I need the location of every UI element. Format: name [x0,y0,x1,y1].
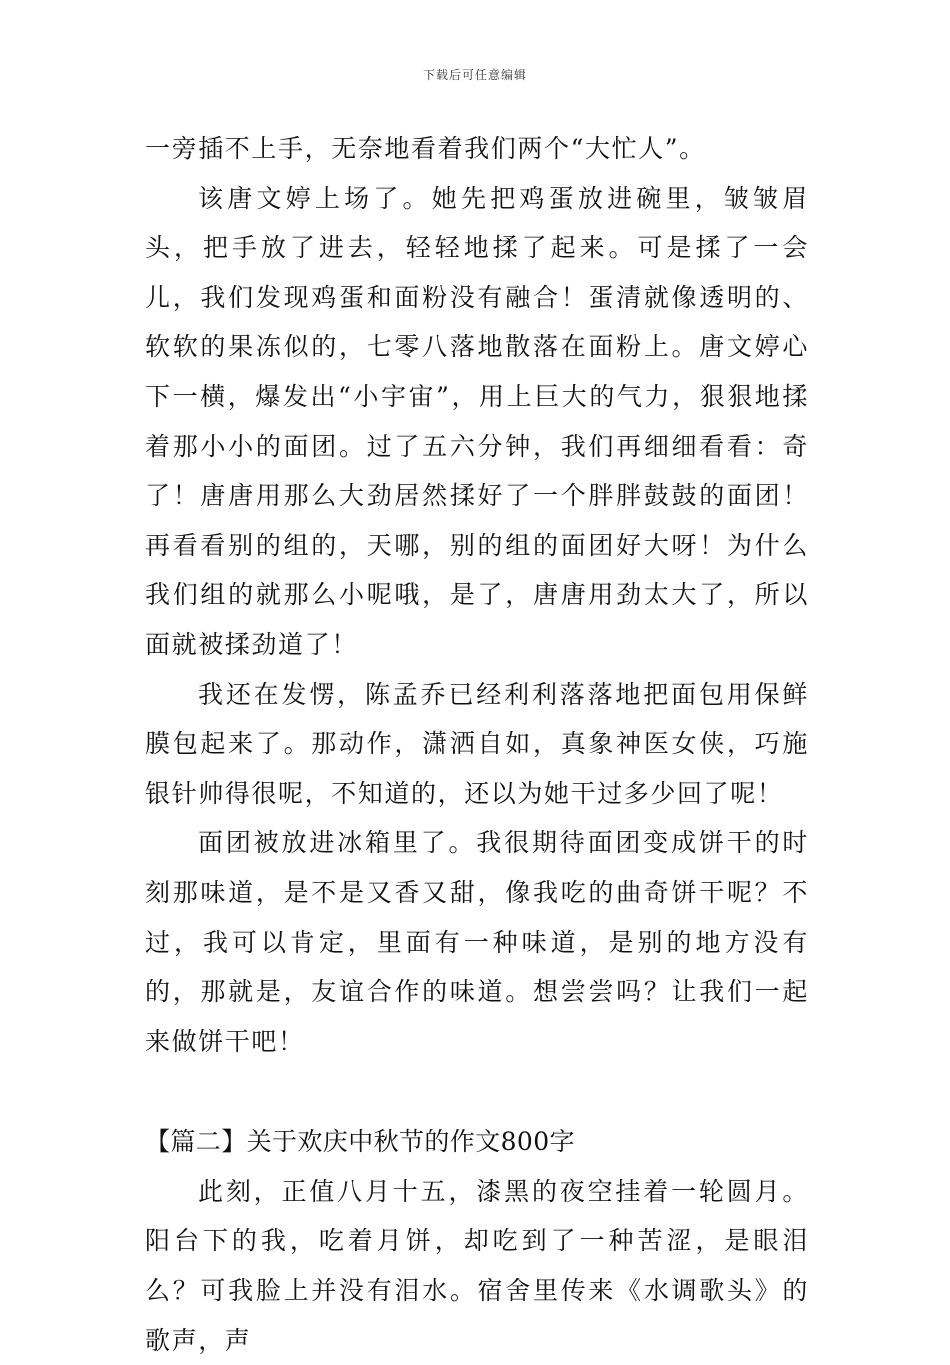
paragraph-fridge: 面团被放进冰箱里了。我很期待面团变成饼干的时刻那味道，是不是又香又甜，像我吃的曲奇饼干呢？不过，我可以肯定，里面有一种味道，是别的地方没有的，那就是，友谊合作的味道。想尝尝吗？让我们一起来做饼干吧！ [145,828,809,1056]
section-title: 【篇二】关于欢庆中秋节的作文800字 [145,1127,575,1157]
page-header-note: 下载后可任意编辑 [422,68,527,82]
paragraph-mid-autumn: 此刻，正值八月十五，漆黑的夜空挂着一轮圆月。阳台下的我，吃着月饼，却吃到了一种苦涩，是眼泪么？可我脸上并没有泪水。宿舍里传来《水调歌头》的歌声，声 [145,1176,809,1355]
paragraph-chen-mengqiao: 我还在发愣，陈孟乔已经利利落落地把面包用保鲜膜包起来了。那动作，潇洒自如，真象神医女侠，巧施银针帅得很呢，不知道的，还以为她干过多少回了呢！ [145,679,809,808]
document-body [145,124,809,1365]
paragraph-tang-wenting: 该唐文婷上场了。她先把鸡蛋放进碗里，皱皱眉头，把手放了进去，轻轻地揉了起来。可是揉了一会儿，我们发现鸡蛋和面粉没有融合！蛋清就像透明的、软软的果冻似的，七零八落地散落在面粉上。唐文婷心下一横，爆发出“小宇宙”，用上巨大的气力，狠狠地揉着那小小的面团。过了五六分钟，我们再细细看看：奇了！唐唐用那么大劲居然揉好了一个胖胖鼓鼓的面团！再看看别的组的，天哪，别的组的面团好大呀！为什么我们组的就那么小呢哦，是了，唐唐用劲太大了，所以面就被揉劲道了！ [145,183,809,659]
section-gap [145,1066,809,1117]
paragraph-continuation: 一旁插不上手，无奈地看着我们两个“大忙人”。 [145,134,706,163]
